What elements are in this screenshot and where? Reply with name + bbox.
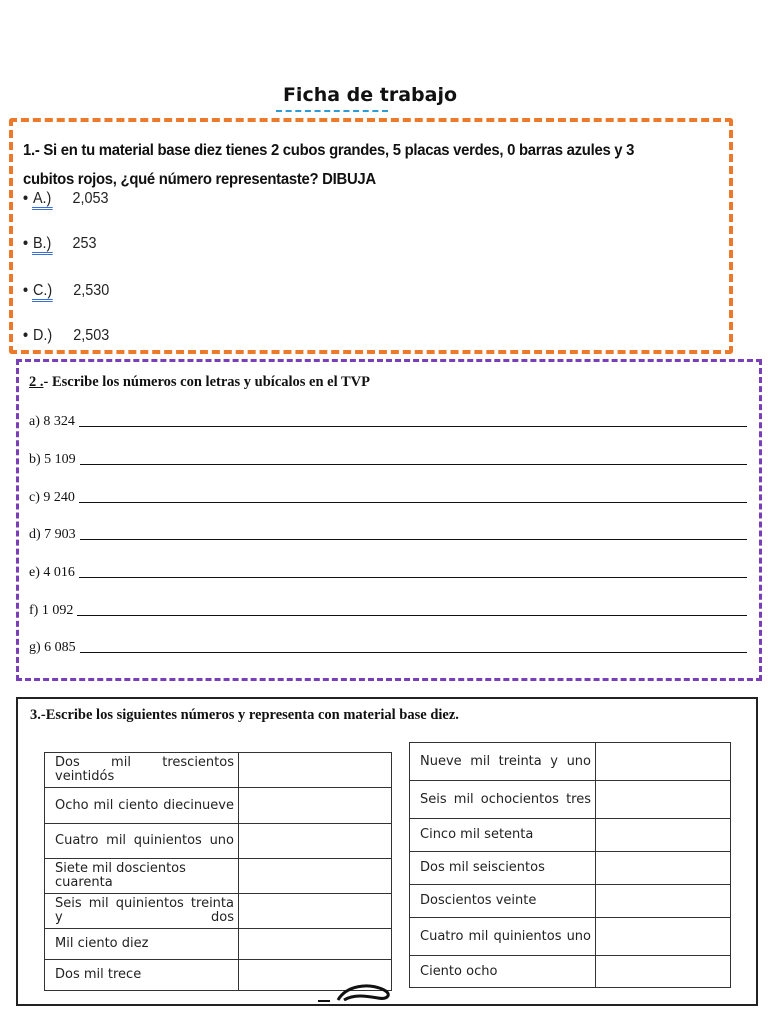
answer-cell[interactable]: [239, 753, 392, 788]
answer-cell[interactable]: [239, 788, 392, 824]
number-words: Ocho mil ciento diecinueve: [45, 788, 239, 824]
answer-row-a[interactable]: [29, 410, 747, 430]
answer-row-f[interactable]: [29, 599, 747, 619]
answer-line[interactable]: [79, 577, 747, 578]
table-row: [45, 929, 392, 960]
question-3-box: [16, 697, 758, 1006]
table-row: [45, 824, 392, 859]
left-number-table: [44, 752, 392, 991]
answer-line[interactable]: [79, 426, 747, 427]
number-words: Cuatro mil quinientos uno: [45, 824, 239, 859]
option-value: 253: [72, 235, 97, 252]
question-2-prompt: - Escribe los números con letras y ubícalos en el TVP: [43, 374, 371, 390]
table-row: [45, 859, 392, 894]
answer-row-d[interactable]: [29, 523, 747, 543]
answer-line[interactable]: [80, 539, 747, 540]
number-words: Dos mil trescientos veintidós: [45, 753, 239, 788]
answer-cell[interactable]: [596, 743, 731, 781]
option-b[interactable]: [23, 235, 97, 253]
number-words: Mil ciento diez: [45, 929, 239, 960]
page-title: Ficha de trabajo: [282, 84, 458, 106]
number-words: Nueve mil treinta y uno: [410, 743, 596, 781]
option-value: 2,503: [73, 327, 110, 344]
answer-cell[interactable]: [596, 852, 731, 885]
answer-label: f) 1 092: [29, 603, 74, 618]
number-words: Cinco mil setenta: [410, 819, 596, 852]
table-row: [45, 788, 392, 824]
scribble-mark-icon: [318, 980, 398, 1002]
answer-row-g[interactable]: [29, 636, 747, 656]
bullet: •: [23, 282, 29, 299]
answer-line[interactable]: [80, 464, 747, 465]
option-a[interactable]: [23, 190, 109, 208]
bullet: •: [23, 327, 29, 344]
option-value: 2,530: [73, 282, 110, 299]
question-2-number: 2 .: [29, 374, 44, 390]
table-row: [410, 819, 731, 852]
answer-label: e) 4 016: [29, 565, 75, 580]
table-row: [410, 743, 731, 781]
number-words: Seis mil ochocientos tres: [410, 781, 596, 819]
table-row: [410, 781, 731, 819]
number-words: Cuatro mil quinientos uno: [410, 918, 596, 956]
number-words: Dos mil trece: [45, 960, 239, 991]
answer-cell[interactable]: [596, 956, 731, 988]
option-value: 2,053: [72, 190, 109, 207]
answer-label: d) 7 903: [29, 527, 76, 542]
answer-line[interactable]: [80, 652, 747, 653]
answer-cell[interactable]: [596, 918, 731, 956]
question-1-box: [9, 118, 733, 354]
bullet: •: [23, 190, 29, 207]
question-2-box: [16, 359, 762, 681]
table-row: [410, 885, 731, 918]
title-underline: [276, 110, 388, 115]
answer-cell[interactable]: [596, 885, 731, 918]
answer-label: g) 6 085: [29, 640, 76, 655]
answer-line[interactable]: [79, 502, 747, 503]
option-letter: B.): [32, 235, 52, 255]
number-words: Ciento ocho: [410, 956, 596, 988]
table-row: [410, 852, 731, 885]
answer-label: c) 9 240: [29, 490, 75, 505]
answer-row-b[interactable]: [29, 448, 747, 468]
answer-cell[interactable]: [239, 859, 392, 894]
answer-cell[interactable]: [596, 781, 731, 819]
bullet: •: [23, 235, 29, 252]
answer-label: b) 5 109: [29, 452, 76, 467]
answer-line[interactable]: [77, 615, 747, 616]
answer-cell[interactable]: [239, 929, 392, 960]
option-letter: C.): [32, 282, 53, 302]
table-row: [410, 956, 731, 988]
question-3-text: 3.-Escribe los siguientes números y representa con material base diez.: [30, 707, 459, 723]
table-row: [45, 753, 392, 788]
table-row: [410, 918, 731, 956]
option-letter: A.): [32, 190, 52, 210]
answer-label: a) 8 324: [29, 414, 75, 429]
number-words: Seis mil quinientos treinta y dos: [45, 894, 239, 929]
number-words: Siete mil doscientos cuarenta: [45, 859, 239, 894]
option-letter: D.): [32, 327, 53, 344]
number-words: Doscientos veinte: [410, 885, 596, 918]
answer-row-e[interactable]: [29, 561, 747, 581]
right-number-table: [409, 742, 731, 988]
answer-row-c[interactable]: [29, 486, 747, 506]
number-words: Dos mil seiscientos: [410, 852, 596, 885]
answer-cell[interactable]: [239, 824, 392, 859]
answer-cell[interactable]: [596, 819, 731, 852]
question-2-text: [29, 374, 370, 391]
question-1-text: 1.- Si en tu material base diez tienes 2 cubos grandes, 5 placas verdes, 0 barras azules y 3 cubitos rojos, ¿qué número representaste? DIBUJA: [23, 142, 635, 188]
option-d[interactable]: [23, 327, 109, 345]
option-c[interactable]: [23, 282, 109, 300]
answer-cell[interactable]: [239, 894, 392, 929]
table-row: [45, 894, 392, 929]
